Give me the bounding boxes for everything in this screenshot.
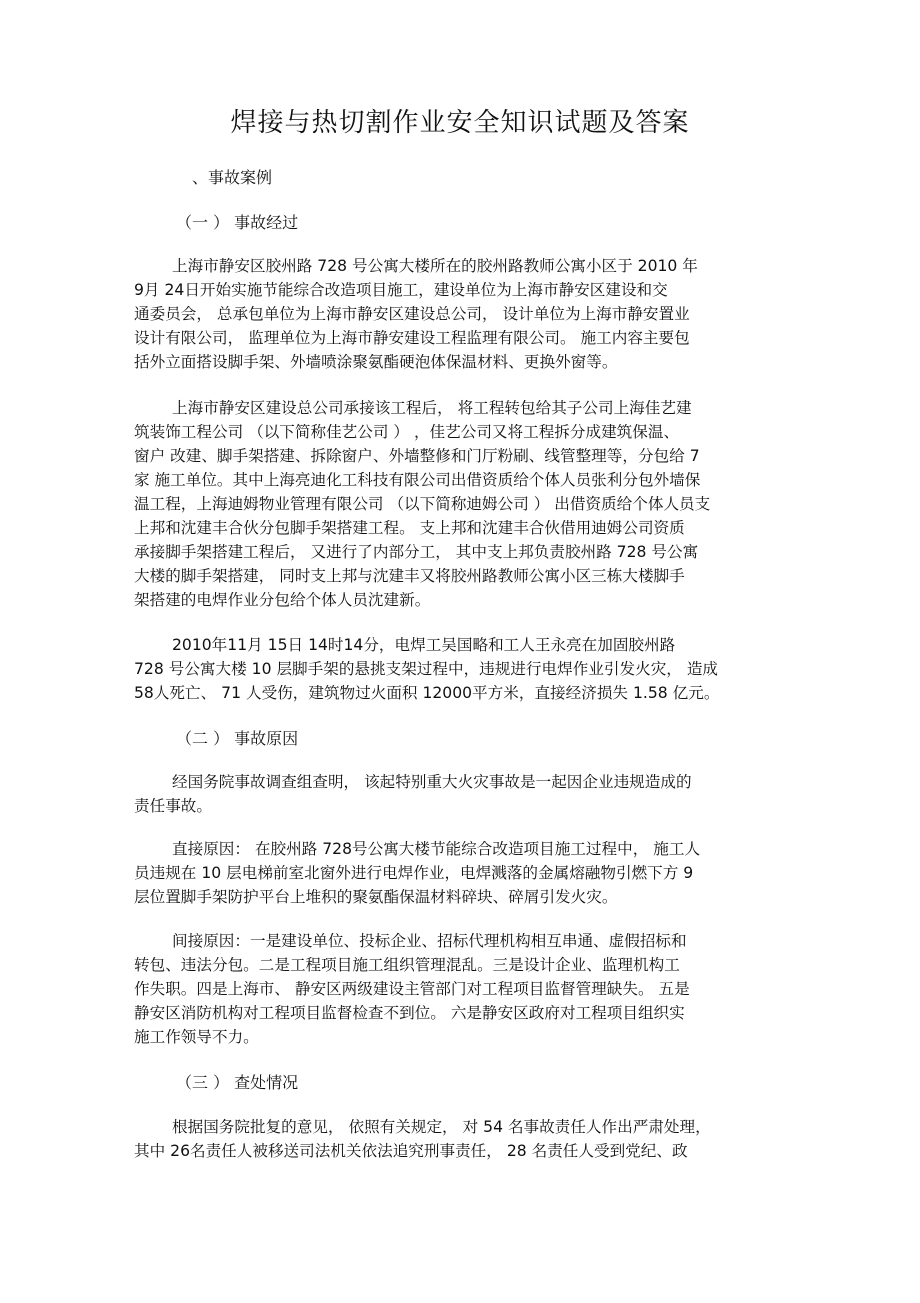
section-heading: 、事故案例: [192, 168, 273, 187]
paragraph-handling-result: [134, 1115, 794, 1163]
paragraph-line: 2010年11月 15日 14时14分，电焊工吴国略和工人王永亮在加固胶州路: [172, 636, 676, 654]
paragraph-line: 根据国务院批复的意见， 依照有关规定， 对 54 名事故责任人作出严肃处理，: [172, 1118, 711, 1136]
paragraph-line: 责任事故。: [134, 797, 212, 815]
subheading-accident-process: （一 ） 事故经过: [176, 213, 299, 232]
paragraph-line: 温工程，上海迪姆物业管理有限公司 （以下简称迪姆公司 ） 出借资质给个体人员支: [134, 495, 711, 513]
paragraph-line: 括外立面搭设脚手架、外墙喷涂聚氨酯硬泡体保温材料、更换外窗等。: [134, 353, 618, 371]
paragraph-line: 施工作领导不力。: [134, 1028, 259, 1046]
paragraph-subcontracting: [134, 396, 794, 612]
paragraph-line: 上海市静安区建设总公司承接该工程后， 将工程转包给其子公司上海佳艺建: [172, 399, 692, 417]
paragraph-line: 承接脚手架搭建工程后， 又进行了内部分工， 其中支上邦负责胶州路 728 号公寓: [134, 543, 699, 561]
paragraph-line: 静安区消防机构对工程项目监督检查不到位。 六是静安区政府对工程项目组织实: [134, 1004, 685, 1022]
paragraph-line: 上海市静安区胶州路 728 号公寓大楼所在的胶州路教师公寓小区于 2010 年: [172, 257, 698, 275]
paragraph-indirect-cause: [134, 929, 794, 1049]
paragraph-line: 经国务院事故调查组查明， 该起特别重大火灾事故是一起因企业违规造成的: [172, 773, 692, 791]
paragraph-line: 间接原因：一是建设单位、投标企业、招标代理机构相互串通、虚假招标和: [172, 932, 687, 950]
document-title: 焊接与热切割作业安全知识试题及答案: [230, 108, 690, 138]
paragraph-line: 通委员会， 总承包单位为上海市静安区建设总公司， 设计单位为上海市静安置业: [134, 305, 690, 323]
paragraph-line: 家 施工单位。其中上海亮迪化工科技有限公司出借资质给个体人员张利分包外墙保: [134, 471, 701, 489]
paragraph-line: 其中 26名责任人被移送司法机关依法追究刑事责任， 28 名责任人受到党纪、政: [134, 1142, 688, 1160]
paragraph-line: 直接原因： 在胶州路 728号公寓大楼节能综合改造项目施工过程中， 施工人: [172, 840, 701, 858]
paragraph-accident-background: [134, 254, 794, 374]
paragraph-line: 架搭建的电焊作业分包给个体人员沈建新。: [134, 591, 431, 609]
paragraph-line: 转包、违法分包。二是工程项目施工组织管理混乱。三是设计企业、监理机构工: [134, 956, 680, 974]
paragraph-direct-cause: [134, 837, 794, 909]
paragraph-fire-event: [134, 633, 794, 705]
paragraph-line: 大楼的脚手架搭建， 同时支上邦与沈建丰又将胶州路教师公寓小区三栋大楼脚手: [134, 567, 685, 585]
subheading-accident-cause: （二 ） 事故原因: [176, 729, 299, 748]
paragraph-investigation: [134, 770, 794, 818]
paragraph-line: 上邦和沈建丰合伙分包脚手架搭建工程。 支上邦和沈建丰合伙借用迪姆公司资质: [134, 519, 685, 537]
paragraph-line: 员违规在 10 层电梯前室北窗外进行电焊作业，电焊溅落的金属熔融物引燃下方 9: [134, 864, 694, 882]
paragraph-line: 窗户 改建、脚手架搭建、拆除窗户、外墙整修和门厅粉刷、线管整理等，分包给 7: [134, 447, 700, 465]
paragraph-line: 作失职。四是上海市、 静安区两级建设主管部门对工程项目监督管理缺失。 五是: [134, 980, 690, 998]
paragraph-line: 筑装饰工程公司 （以下简称佳艺公司 ） ，佳艺公司又将工程拆分成建筑保温、: [134, 423, 680, 441]
paragraph-line: 58人死亡、 71 人受伤，建筑物过火面积 12000平方米，直接经济损失 1.58 亿元。: [134, 684, 720, 702]
subheading-handling: （三 ） 查处情况: [176, 1073, 299, 1092]
paragraph-line: 728 号公寓大楼 10 层脚手架的悬挑支架过程中，违规进行电焊作业引发火灾， 造成: [134, 660, 719, 678]
paragraph-line: 层位置脚手架防护平台上堆积的聚氨酯保温材料碎块、碎屑引发火灾。: [134, 888, 618, 906]
paragraph-line: 设计有限公司， 监理单位为上海市静安建设工程监理有限公司。 施工内容主要包: [134, 329, 690, 347]
paragraph-line: 9月 24日开始实施节能综合改造项目施工，建设单位为上海市静安区建设和交: [134, 281, 668, 299]
